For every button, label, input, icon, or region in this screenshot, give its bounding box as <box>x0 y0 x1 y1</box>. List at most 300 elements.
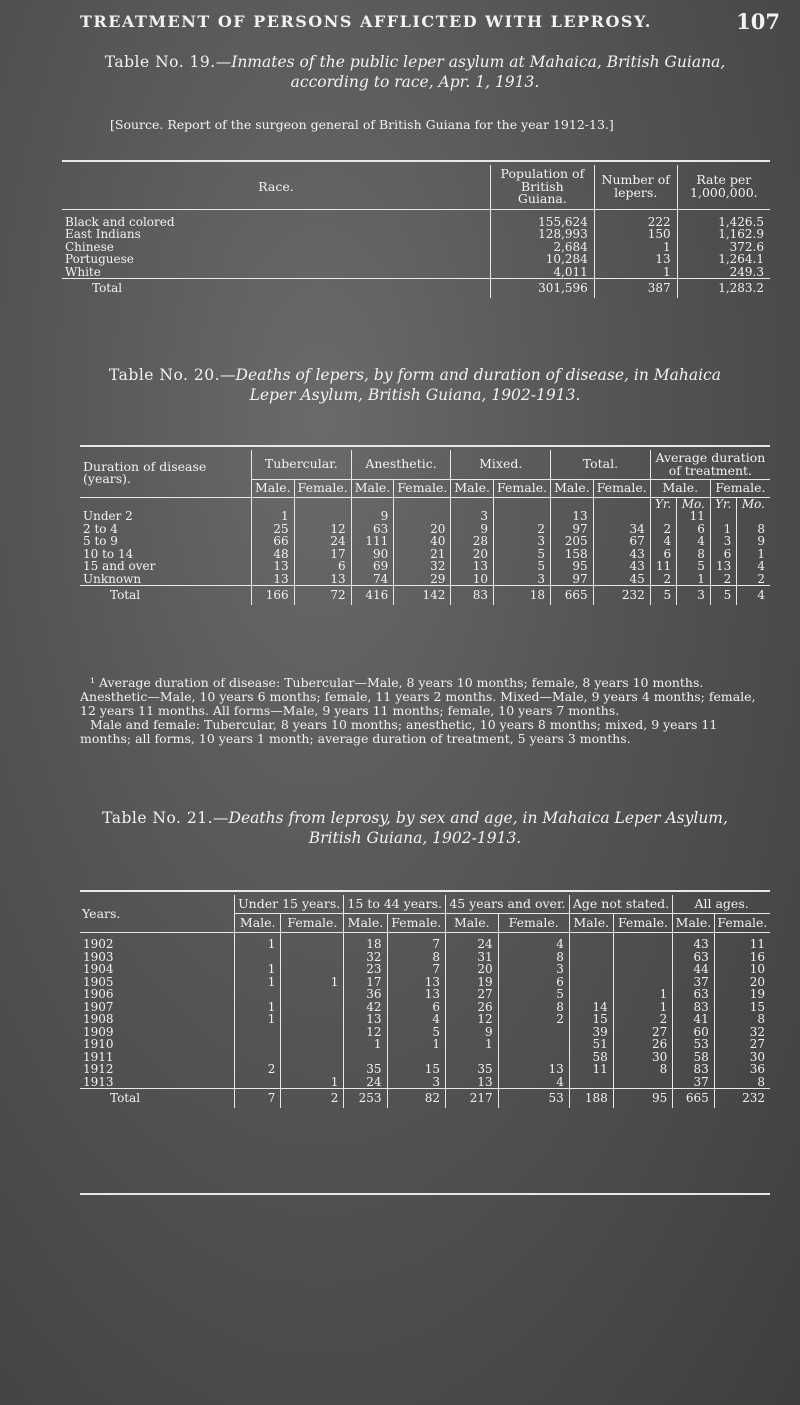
table-cell: 1,264.1 <box>677 253 770 266</box>
table-cell: 1 <box>613 988 673 1001</box>
table-cell <box>281 1013 344 1026</box>
table-cell: 1 <box>710 523 736 536</box>
units-row <box>80 497 770 510</box>
running-title: TREATMENT OF PERSONS AFFLICTED WITH LEPROSY. <box>80 12 652 31</box>
sub-header-male: Male. <box>344 914 387 933</box>
table-cell: 8 <box>714 1076 770 1089</box>
sub-header: Female. <box>294 480 351 498</box>
total-cell: 387 <box>594 279 677 298</box>
table-cell: 13 <box>252 573 295 586</box>
table-row <box>62 209 770 228</box>
table-cell: 18 <box>344 933 387 951</box>
table-cell: 1 <box>235 933 281 951</box>
table-21 <box>80 895 770 1108</box>
table-cell: 155,624 <box>490 209 594 228</box>
table-cell: 8 <box>677 548 711 561</box>
table-cell: 29 <box>394 573 451 586</box>
table-19-label: Table No. 19. <box>104 53 216 71</box>
sub-header: Female. <box>494 480 551 498</box>
table-cell: 9 <box>737 535 770 548</box>
total-cell: 665 <box>551 586 594 605</box>
table-cell: 1 <box>387 1038 446 1051</box>
unit-cell <box>294 497 351 510</box>
table-cell: 41 <box>673 1013 714 1026</box>
row-label: 1911 <box>83 1049 114 1064</box>
table-cell: 222 <box>594 209 677 228</box>
col-duration: Duration of disease (years). <box>83 458 207 487</box>
total-cell: 82 <box>387 1089 446 1108</box>
table-cell <box>235 988 281 1001</box>
total-cell: 2 <box>281 1089 344 1108</box>
total-cell: 53 <box>498 1089 569 1108</box>
table-cell: 20 <box>714 976 770 989</box>
table-cell <box>235 1038 281 1051</box>
table-19-caption: Table No. 19.—Inmates of the public leper asylum at Mahaica, British Guiana, according to race, Apr. 1, 1913. <box>104 53 726 91</box>
table-cell: 67 <box>593 535 650 548</box>
table-row <box>80 963 770 976</box>
table-20 <box>80 450 770 605</box>
table-cell: 1 <box>446 1038 499 1051</box>
table-cell: 9 <box>451 523 494 536</box>
table-cell: 3 <box>494 573 551 586</box>
total-row <box>62 279 770 298</box>
sub-header-female: Female. <box>281 914 344 933</box>
table-cell: 20 <box>446 963 499 976</box>
table-21-caption: Table No. 21.—Deaths from leprosy, by sex and age, in Mahaica Leper Asylum, British Guiana, 1902-1913. <box>102 809 728 847</box>
table-cell: 2 <box>494 523 551 536</box>
page-number: 107 <box>736 9 780 34</box>
table-cell <box>613 951 673 964</box>
table-cell: 4 <box>498 1076 569 1089</box>
table-cell: 4 <box>677 535 711 548</box>
table-cell: 10 <box>714 963 770 976</box>
total-cell: 95 <box>613 1089 673 1108</box>
row-label: 1908 <box>83 1012 114 1026</box>
total-cell: 232 <box>593 586 650 605</box>
table-cell: 24 <box>294 535 351 548</box>
sub-header: Male. <box>551 480 594 498</box>
table-21-bottom-rule <box>80 1193 770 1195</box>
table-cell: 13 <box>294 573 351 586</box>
row-label: 1912 <box>83 1062 114 1076</box>
sub-header-female: Female. <box>714 914 770 933</box>
sub-header: Male. <box>351 480 394 498</box>
table-cell: 8 <box>498 951 569 964</box>
table-cell: 5 <box>494 560 551 573</box>
table-cell: 36 <box>344 988 387 1001</box>
table-cell: 5 <box>387 1026 446 1039</box>
table-cell <box>394 510 451 523</box>
table-row <box>62 253 770 266</box>
table-row <box>80 951 770 964</box>
table-cell: 128,993 <box>490 228 594 241</box>
group-under-15: Under 15 years. <box>235 895 344 914</box>
table-cell: 31 <box>446 951 499 964</box>
table-cell: 63 <box>673 951 714 964</box>
total-cell: 72 <box>294 586 351 605</box>
total-cell: 3 <box>677 586 711 605</box>
total-cell: 301,596 <box>490 279 594 298</box>
table-cell: 12 <box>446 1013 499 1026</box>
group-anesthetic: Anesthetic. <box>351 450 451 480</box>
table-cell: 7 <box>387 933 446 951</box>
table-cell: 43 <box>593 548 650 561</box>
table-20-label: Table No. 20. <box>109 366 221 384</box>
table-cell: 6 <box>677 523 711 536</box>
table-cell: 32 <box>344 951 387 964</box>
table-cell: 60 <box>673 1026 714 1039</box>
table-cell: 3 <box>498 963 569 976</box>
table-cell: 1 <box>613 1001 673 1014</box>
table-cell: 4 <box>498 933 569 951</box>
sub-header: Male. <box>650 480 710 498</box>
table-cell: 1 <box>235 963 281 976</box>
table-cell <box>494 510 551 523</box>
sub-header: Male. <box>451 480 494 498</box>
table-cell: 13 <box>498 1063 569 1076</box>
row-label: 1905 <box>83 974 114 989</box>
table-row <box>80 1013 770 1026</box>
table-cell: 39 <box>569 1026 613 1039</box>
table-cell: 1 <box>235 1013 281 1026</box>
table-cell: 1 <box>281 976 344 989</box>
table-cell: 2 <box>710 573 736 586</box>
table-row <box>80 573 770 586</box>
col-lepers: Number of lepers. <box>594 165 677 209</box>
table-row <box>80 988 770 1001</box>
unit-cell <box>494 497 551 510</box>
running-header <box>0 9 800 38</box>
table-cell <box>593 510 650 523</box>
table-cell: 5 <box>494 548 551 561</box>
table-cell: 63 <box>351 523 394 536</box>
table-cell <box>281 951 344 964</box>
table-cell: 24 <box>446 933 499 951</box>
table-cell: 35 <box>446 1063 499 1076</box>
table-19-source: [Source. Report of the surgeon general of British Guiana for the year 1912-13.] <box>110 117 614 132</box>
row-label: 5 to 9 <box>83 534 118 548</box>
table-cell: 10,284 <box>490 253 594 266</box>
row-label: 2 to 4 <box>83 521 118 536</box>
table-cell <box>613 963 673 976</box>
table-cell: 15 <box>714 1001 770 1014</box>
table-cell <box>569 963 613 976</box>
table-row <box>80 560 770 573</box>
table-cell: 58 <box>569 1051 613 1064</box>
table-cell: 20 <box>451 548 494 561</box>
table-cell: 16 <box>714 951 770 964</box>
table-cell: 1 <box>594 241 677 254</box>
table-21-title-line2: British Guiana, 1902-1913. <box>308 829 522 847</box>
table-cell: 69 <box>351 560 394 573</box>
unit-cell: Mo. <box>677 497 711 510</box>
table-cell: 6 <box>710 548 736 561</box>
table-cell: 74 <box>351 573 394 586</box>
total-cell: 7 <box>235 1089 281 1108</box>
table-cell <box>569 988 613 1001</box>
sub-header-male: Male. <box>446 914 499 933</box>
table-cell: 12 <box>294 523 351 536</box>
table-20-footnotes <box>80 676 770 746</box>
table-cell: 11 <box>569 1063 613 1076</box>
table-20-title-line2: Leper Asylum, British Guiana, 1902-1913. <box>249 386 581 404</box>
col-rate: Rate per 1,000,000. <box>677 165 770 209</box>
row-label: White <box>65 264 101 279</box>
table-cell: 15 <box>569 1013 613 1026</box>
table-cell: 1,162.9 <box>677 228 770 241</box>
table-cell <box>569 1076 613 1089</box>
table-cell <box>737 510 770 523</box>
row-label: 1907 <box>83 999 114 1014</box>
table-cell: 32 <box>714 1026 770 1039</box>
table-cell: 97 <box>551 573 594 586</box>
row-label: Unknown <box>83 571 142 586</box>
group-tubercular: Tubercular. <box>252 450 352 480</box>
group-45-over: 45 years and over. <box>446 895 570 914</box>
table-cell: 4 <box>650 535 676 548</box>
total-cell: 166 <box>252 586 295 605</box>
row-label: Under 2 <box>83 509 133 523</box>
table-cell: 27 <box>446 988 499 1001</box>
footnote-1: ¹ Average duration of disease: Tubercular—Male, 8 years 10 months; female, 8 years 10 months. Anesthetic—Male, 10 years 6 months; female, 11 years 2 months. Mixed—Male, 9 years 4 months; female, 12 years 11 months. All forms—Male, 9 years 11 months; female, 10 years 7 months. <box>80 675 756 718</box>
total-cell: 253 <box>344 1089 387 1108</box>
table-cell: 1 <box>235 1001 281 1014</box>
table-cell <box>281 963 344 976</box>
table-cell: 35 <box>344 1063 387 1076</box>
table-cell: 205 <box>551 535 594 548</box>
col-race: Race. <box>258 178 294 194</box>
total-row <box>80 1089 770 1108</box>
sub-header-male: Male. <box>569 914 613 933</box>
table-cell: 20 <box>394 523 451 536</box>
table-cell: 19 <box>446 976 499 989</box>
total-cell: 1,283.2 <box>677 279 770 298</box>
table-cell <box>569 951 613 964</box>
table-cell: 45 <box>593 573 650 586</box>
sub-header-female: Female. <box>498 914 569 933</box>
row-label: 1913 <box>83 1074 114 1089</box>
row-label: 1903 <box>83 949 114 964</box>
table-cell: 13 <box>446 1076 499 1089</box>
table-cell: 3 <box>387 1076 446 1089</box>
table-cell: 42 <box>344 1001 387 1014</box>
table-cell: 1 <box>344 1038 387 1051</box>
table-cell: 8 <box>737 523 770 536</box>
table-cell: 6 <box>294 560 351 573</box>
table-cell: 27 <box>613 1026 673 1039</box>
unit-cell: Yr. <box>650 497 676 510</box>
row-label: 1909 <box>83 1024 114 1039</box>
table-cell <box>613 933 673 951</box>
group-total: Total. <box>551 450 651 480</box>
table-cell: 13 <box>710 560 736 573</box>
table-cell: 19 <box>714 988 770 1001</box>
total-label: Total <box>62 279 490 298</box>
table-row <box>80 1063 770 1076</box>
table-cell: 10 <box>451 573 494 586</box>
table-cell: 17 <box>294 548 351 561</box>
table-cell: 15 <box>387 1063 446 1076</box>
table-cell: 6 <box>650 548 676 561</box>
total-label: Total <box>80 586 252 605</box>
row-label: East Indians <box>65 227 141 241</box>
sub-header: Female. <box>394 480 451 498</box>
table-cell: 30 <box>714 1051 770 1064</box>
table-cell: 2 <box>498 1013 569 1026</box>
table-cell: 3 <box>710 535 736 548</box>
table-cell: 4 <box>387 1013 446 1026</box>
total-cell: 142 <box>394 586 451 605</box>
total-label: Total <box>80 1089 235 1108</box>
table-cell: 66 <box>252 535 295 548</box>
table-cell: 4 <box>737 560 770 573</box>
table-cell: 2 <box>613 1013 673 1026</box>
total-cell: 83 <box>451 586 494 605</box>
table-cell <box>281 1026 344 1039</box>
table-cell <box>235 1076 281 1089</box>
group-average-duration: Average duration of treatment. <box>650 450 770 480</box>
table-cell: 9 <box>351 510 394 523</box>
table-20-title: Deaths of lepers, by form and duration of disease, in Mahaica <box>235 366 721 384</box>
total-cell: 5 <box>650 586 676 605</box>
table-21-title: Deaths from leprosy, by sex and age, in Mahaica Leper Asylum, <box>228 809 728 827</box>
table-cell: 12 <box>344 1026 387 1039</box>
total-cell: 416 <box>351 586 394 605</box>
table-cell: 11 <box>677 510 711 523</box>
sub-header-female: Female. <box>387 914 446 933</box>
sub-header-female: Female. <box>613 914 673 933</box>
unit-cell <box>593 497 650 510</box>
table-row <box>80 933 770 951</box>
table-cell: 25 <box>252 523 295 536</box>
table-cell: 1 <box>252 510 295 523</box>
total-cell: 18 <box>494 586 551 605</box>
table-cell <box>281 933 344 951</box>
total-row <box>80 586 770 605</box>
table-cell: 24 <box>344 1076 387 1089</box>
table-cell <box>281 1038 344 1051</box>
unit-cell: Mo. <box>737 497 770 510</box>
table-cell: 34 <box>593 523 650 536</box>
table-cell: 3 <box>451 510 494 523</box>
table-cell: 111 <box>351 535 394 548</box>
table-cell: 158 <box>551 548 594 561</box>
table-cell: 13 <box>551 510 594 523</box>
col-population: Population of British Guiana. <box>490 165 594 209</box>
table-cell: 63 <box>673 988 714 1001</box>
table-cell: 7 <box>387 963 446 976</box>
table-cell: 23 <box>344 963 387 976</box>
total-cell: 665 <box>673 1089 714 1108</box>
col-years: Years. <box>82 905 121 921</box>
sub-header: Female. <box>710 480 770 498</box>
table-21-label: Table No. 21. <box>102 809 214 827</box>
table-cell <box>281 1051 344 1064</box>
table-row <box>80 1038 770 1051</box>
table-20-top-rule <box>80 445 770 447</box>
table-cell: 83 <box>673 1001 714 1014</box>
table-cell: 2 <box>737 573 770 586</box>
table-cell: 8 <box>498 1001 569 1014</box>
table-cell: 32 <box>394 560 451 573</box>
table-cell: 43 <box>673 933 714 951</box>
table-cell: 13 <box>344 1013 387 1026</box>
table-row <box>62 266 770 279</box>
group-mixed: Mixed. <box>451 450 551 480</box>
table-cell: 11 <box>714 933 770 951</box>
table-cell <box>569 976 613 989</box>
total-cell: 4 <box>737 586 770 605</box>
total-cell: 217 <box>446 1089 499 1108</box>
table-cell: 8 <box>613 1063 673 1076</box>
table-cell: 90 <box>351 548 394 561</box>
table-cell: 8 <box>714 1013 770 1026</box>
total-cell: 232 <box>714 1089 770 1108</box>
table-cell <box>569 933 613 951</box>
table-21-top-rule <box>80 890 770 892</box>
sub-header: Male. <box>252 480 295 498</box>
row-label: 1902 <box>83 937 114 951</box>
table-cell: 249.3 <box>677 266 770 279</box>
row-label: Portuguese <box>65 252 134 266</box>
table-cell: 13 <box>252 560 295 573</box>
table-cell <box>650 510 676 523</box>
table-cell: 36 <box>714 1063 770 1076</box>
table-cell: 97 <box>551 523 594 536</box>
group-15-44: 15 to 44 years. <box>344 895 446 914</box>
row-label: 1910 <box>83 1037 114 1051</box>
table-cell <box>294 510 351 523</box>
table-cell: 6 <box>498 976 569 989</box>
table-cell <box>498 1038 569 1051</box>
table-cell: 1 <box>737 548 770 561</box>
row-label: 1906 <box>83 987 114 1001</box>
table-19 <box>62 165 770 298</box>
total-cell: 5 <box>710 586 736 605</box>
table-row <box>80 510 770 523</box>
table-cell: 26 <box>446 1001 499 1014</box>
table-cell: 2,684 <box>490 241 594 254</box>
table-cell: 1,426.5 <box>677 209 770 228</box>
table-cell: 1 <box>235 976 281 989</box>
table-cell: 5 <box>677 560 711 573</box>
table-cell <box>613 1076 673 1089</box>
table-cell: 13 <box>387 976 446 989</box>
table-cell: 95 <box>551 560 594 573</box>
table-cell: 83 <box>673 1063 714 1076</box>
table-19-title: Inmates of the public leper asylum at Mahaica, British Guiana, <box>231 53 726 71</box>
table-cell <box>710 510 736 523</box>
group-all-ages: All ages. <box>673 895 770 914</box>
table-cell: 37 <box>673 1076 714 1089</box>
table-cell: 14 <box>569 1001 613 1014</box>
table-cell: 2 <box>235 1063 281 1076</box>
unit-cell <box>394 497 451 510</box>
table-cell: 3 <box>494 535 551 548</box>
table-cell <box>281 1001 344 1014</box>
table-row <box>80 1076 770 1089</box>
sub-header-male: Male. <box>235 914 281 933</box>
table-cell: 1 <box>281 1076 344 1089</box>
table-cell: 5 <box>498 988 569 1001</box>
table-cell: 2 <box>650 573 676 586</box>
sub-header-male: Male. <box>673 914 714 933</box>
table-cell: 2 <box>650 523 676 536</box>
row-label: 10 to 14 <box>83 546 134 561</box>
table-cell: 6 <box>387 1001 446 1014</box>
row-label: 15 and over <box>83 559 156 573</box>
footnote-2: Male and female: Tubercular, 8 years 10 months; anesthetic, 10 years 8 months; mixed, 9 years 11 months; all forms, 10 years 1 month; average duration of treatment, 5 years 3 months. <box>80 717 718 746</box>
